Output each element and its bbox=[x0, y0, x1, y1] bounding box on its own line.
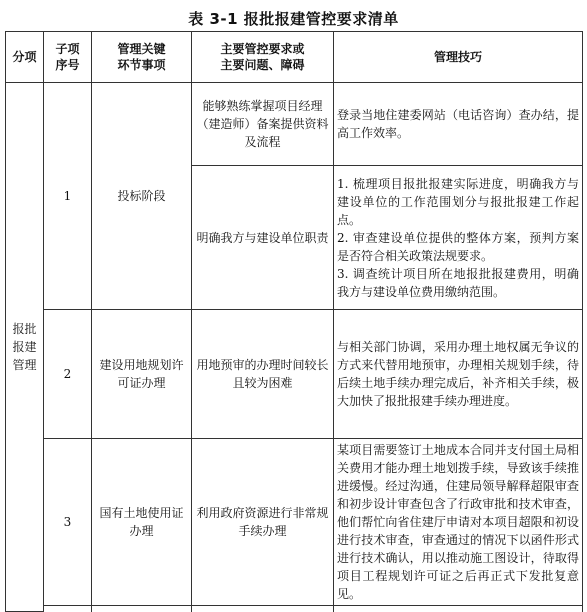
header-sub-no-line1: 子项 bbox=[55, 42, 80, 56]
row1b-tip-1: 1. 梳理项目报批报建实际进度，明确我方与建设单位的工作范围划分与报批报建工作起点。 bbox=[337, 176, 579, 227]
header-tips: 管理技巧 bbox=[334, 32, 583, 83]
header-requirement bbox=[192, 32, 334, 83]
continuation-cell bbox=[334, 606, 583, 612]
row2-requirement: 用地预审的办理时间较长且较为困难 bbox=[192, 310, 334, 439]
category-line2: 报建 bbox=[12, 340, 37, 354]
header-node-line2: 环节事项 bbox=[117, 58, 166, 72]
table-row-continuation bbox=[6, 606, 583, 612]
row1b-requirement: 明确我方与建设单位职责 bbox=[192, 166, 334, 310]
table-row bbox=[6, 83, 583, 166]
row2-tips: 与相关部门协调，采用办理土地权属无争议的方式来代替用地预审，办理相关规划手续，待后续土地手续办理完成后，补齐相关手续，极大加快了报批报建手续办理进度。 bbox=[334, 310, 583, 439]
category-line1: 报批 bbox=[12, 322, 37, 336]
table-row bbox=[6, 310, 583, 439]
row1b-tips bbox=[334, 166, 583, 310]
row3-tips: 某项目需要签订土地成本合同并支付国土局相关费用才能办理土地划拨手续，导致该手续推进缓慢。经过沟通，住建局领导解释超限审查和初步设计审查包含了行政审批和技术审查，他们帮忙向省住建厅申请对本项目超限和初设进行技术审查，审查通过的情况下以函件形式进行技术确认，用以推动施工图设计，待取得项目工程规划许可证之后再正式下发批复意见。 bbox=[334, 439, 583, 606]
continuation-cell bbox=[92, 606, 192, 612]
header-requirement-line2: 主要问题、障碍 bbox=[220, 58, 305, 72]
row1-no: 1 bbox=[44, 83, 92, 310]
table-row bbox=[6, 439, 583, 606]
category-cell bbox=[6, 83, 44, 612]
header-node-line1: 管理关键 bbox=[117, 42, 166, 56]
table-title: 表 3-1 报批报建管控要求清单 bbox=[188, 10, 399, 28]
row2-node: 建设用地规划许可证办理 bbox=[92, 310, 192, 439]
row1a-tips: 登录当地住建委网站（电话咨询）查办结，提高工作效率。 bbox=[334, 83, 583, 166]
row3-node: 国有土地使用证办理 bbox=[92, 439, 192, 606]
row3-no: 3 bbox=[44, 439, 92, 606]
header-node bbox=[92, 32, 192, 83]
row3-requirement: 利用政府资源进行非常规手续办理 bbox=[192, 439, 334, 606]
header-sub-no bbox=[44, 32, 92, 83]
continuation-cell bbox=[192, 606, 334, 612]
row1b-tip-2: 2. 审查建设单位提供的整体方案，预判方案是否符合相关政策法规要求。 bbox=[337, 230, 579, 263]
header-sub-no-line2: 序号 bbox=[55, 58, 80, 72]
row1a-requirement: 能够熟练掌握项目经理（建造师）备案提供资料及流程 bbox=[192, 83, 334, 166]
header-category: 分项 bbox=[6, 32, 44, 83]
row2-no: 2 bbox=[44, 310, 92, 439]
header-requirement-line1: 主要管控要求或 bbox=[220, 42, 305, 56]
approval-table bbox=[5, 31, 583, 612]
row1b-tip-3: 3. 调查统计项目所在地报批报建费用，明确我方与建设单位费用缴纳范围。 bbox=[337, 266, 579, 299]
header-row bbox=[6, 32, 583, 83]
continuation-cell bbox=[44, 606, 92, 612]
row1-node: 投标阶段 bbox=[92, 83, 192, 310]
category-line3: 管理 bbox=[12, 358, 37, 372]
